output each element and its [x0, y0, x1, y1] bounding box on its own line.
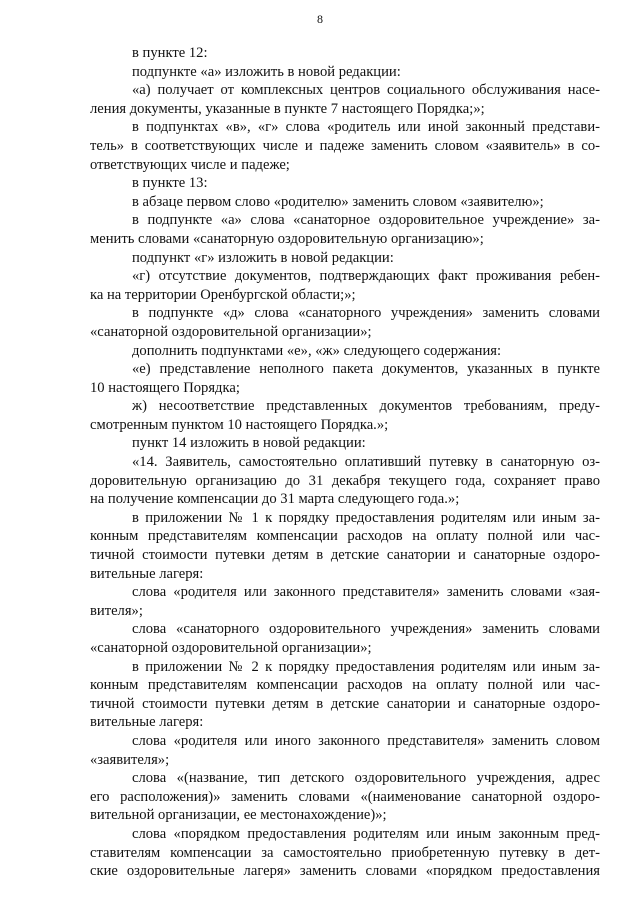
text-line: подпункт «г» изложить в новой редакции: [132, 249, 394, 266]
text-line: тель» в соответствующих числе и падеже заменить словом «заявитель» в со- [90, 137, 600, 154]
text-line: тичной стоимости путевки детям в детские санатории и санаторные оздоро- [90, 547, 600, 564]
text-line: тичной стоимости путевки детям в детские санатории и санаторные оздоро- [90, 695, 600, 712]
text-line: слова «санаторного оздоровительного учреждения» заменить словами [132, 621, 600, 638]
text-line: слова «порядком предоставления родителям или иным законным пред- [132, 825, 600, 842]
text-line: «санаторной оздоровительной организации»; [90, 323, 372, 340]
text-line: подпункте «а» изложить в новой редакции: [132, 63, 401, 80]
page-number: 8 [317, 12, 323, 26]
text-line: в пункте 13: [132, 175, 208, 192]
text-line: «е) представление неполного пакета документов, указанных в пункте [132, 361, 600, 378]
text-line: менить словами «санаторную оздоровительную организацию»; [90, 230, 484, 247]
text-line: в подпункте «а» слова «санаторное оздоровительное учреждение» за- [132, 212, 600, 229]
text-line: в подпунктах «в», «г» слова «родитель или иной законный представи- [132, 119, 600, 136]
text-line: пункт 14 изложить в новой редакции: [132, 435, 366, 452]
text-line: его расположения)» заменить словами «(наименование санаторной оздоро- [90, 788, 600, 805]
text-line: ставителям компенсации за самостоятельно приобретенную путевку в дет- [90, 844, 600, 861]
text-line: вительной организации, ее местонахождение)»; [90, 807, 387, 824]
text-line: вительные лагеря: [90, 565, 204, 582]
text-line: «г) отсутствие документов, подтверждающих факт проживания ребен- [132, 268, 600, 285]
text-line: «заявителя»; [90, 751, 170, 768]
text-line: дополнить подпунктами «е», «ж» следующего содержания: [132, 342, 502, 359]
text-line: ж) несоответствие представленных документов требованиям, преду- [132, 398, 600, 415]
text-line: ответствующих числе и падеже; [90, 156, 290, 173]
text-line: в абзаце первом слово «родителю» заменить словом «заявителю»; [132, 193, 544, 210]
text-line: 10 настоящего Порядка; [90, 379, 240, 396]
text-line: слова «родителя или иного законного представителя» заменить словом [132, 732, 600, 749]
text-line: в подпункте «д» слова «санаторного учреждения» заменить словами [132, 305, 600, 322]
text-line: «санаторной оздоровительной организации»; [90, 640, 372, 656]
text-line: на получение компенсации до 31 марта следующего года.»; [90, 491, 460, 508]
text-line: ления документы, указанные в пункте 7 настоящего Порядка;»; [90, 100, 485, 117]
text-line: смотренным пунктом 10 настоящего Порядка.»; [90, 416, 389, 433]
text-line: «14. Заявитель, самостоятельно оплативший путевку в санаторную оз- [132, 454, 600, 471]
text-line: конным представителям компенсации расходов на оплату полной или час- [90, 677, 600, 694]
text-line: слова «(название, тип детского оздоровительного учреждения, адрес [132, 770, 600, 787]
text-line: вителя»; [90, 602, 143, 619]
text-line: слова «родителя или законного представителя» заменить словами «зая- [132, 584, 600, 601]
text-line: доровительную организацию до 31 декабря текущего года, сохраняет право [90, 472, 600, 489]
text-line: ка на территории Оренбургской области;»; [90, 286, 356, 303]
text-line: в приложении № 1 к порядку предоставления родителям или иным за- [132, 509, 600, 526]
text-line: вительные лагеря: [90, 714, 204, 731]
text-line: ские оздоровительные лагеря» заменить словами «порядком предоставления [90, 863, 600, 880]
document-body [90, 44, 600, 881]
text-line: в приложении № 2 к порядку предоставления родителям или иным за- [132, 658, 600, 675]
text-line: «а) получает от комплексных центров социального обслуживания насе- [132, 82, 600, 99]
text-line: конным представителям компенсации расходов на оплату полной или час- [90, 528, 600, 545]
text-line: в пункте 12: [132, 45, 208, 61]
